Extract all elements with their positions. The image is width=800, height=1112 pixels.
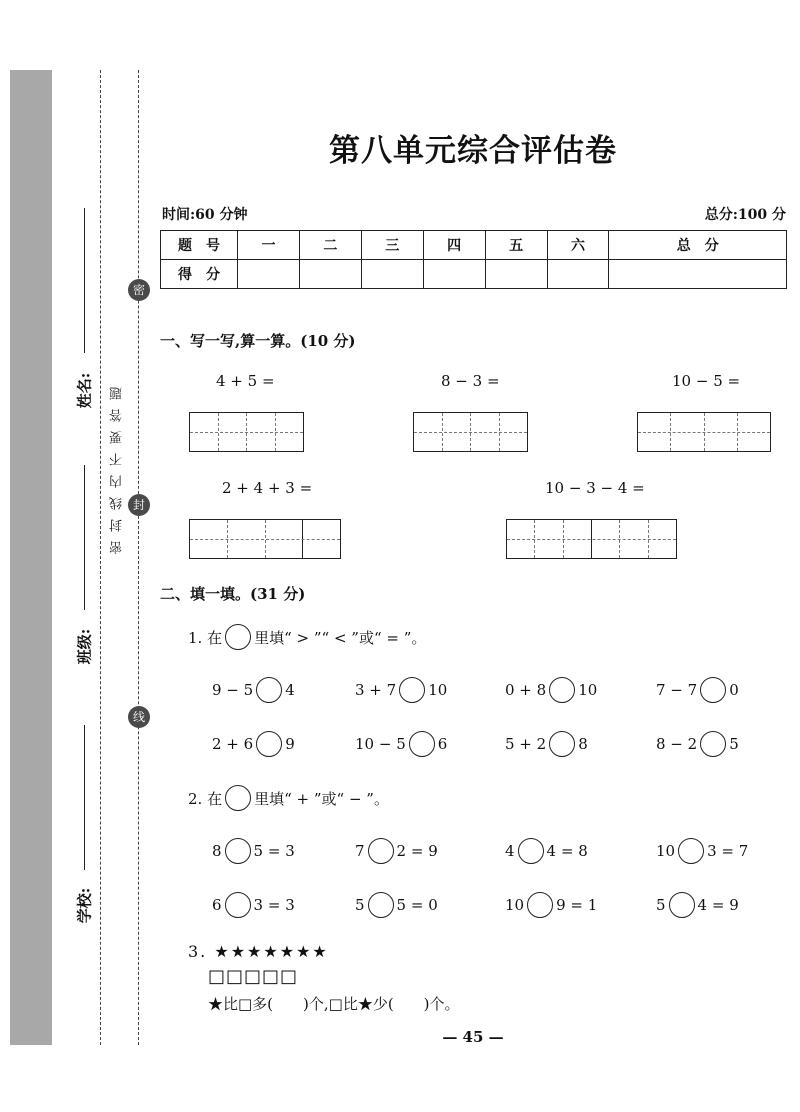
score-input-cell[interactable] [547,260,609,289]
q3-question: ★比□多( )个,□比★少( )个。 [208,995,460,1013]
answer-circle[interactable] [700,731,726,757]
operand-right: 3 = 3 [253,896,295,914]
operator-item [656,892,739,918]
q3-squares: □□□□□ [208,966,299,987]
seal-feng: 封 [128,494,150,516]
class-blank [84,465,85,610]
operand-right: 4 = 9 [697,896,739,914]
score-input-cell[interactable] [485,260,547,289]
answer-circle[interactable] [669,892,695,918]
answer-circle[interactable] [527,892,553,918]
total-info: 总分:100 分 [704,207,786,223]
operand-left: 7 [355,842,365,860]
score-input-cell[interactable] [299,260,361,289]
circle-icon [225,624,251,650]
score-header-cell: 题 号 [161,231,238,260]
seal-warning: 密封线内不要答题 [110,378,125,554]
compare-right: 6 [437,735,448,753]
compare-right: 10 [578,681,598,699]
expr-item: 4 + 5 = [216,372,275,390]
compare-left: 8 − 2 [656,735,698,753]
operand-left: 10 [505,896,525,914]
writing-grid[interactable] [413,412,528,452]
compare-item [355,731,447,757]
answer-circle[interactable] [518,838,544,864]
school-blank [84,725,85,870]
compare-item [212,731,295,757]
name-blank [84,208,85,353]
answer-circle[interactable] [700,677,726,703]
answer-circle[interactable] [256,731,282,757]
score-header-cell: 六 [547,231,609,260]
compare-item [505,731,588,757]
operator-item [505,892,597,918]
fold-line [100,70,101,1045]
page-number: — 45 — [442,1028,504,1046]
compare-right: 9 [285,735,295,753]
q2-instruction [188,785,389,811]
expr-item: 10 − 3 − 4 = [545,479,645,497]
score-input-cell[interactable] [609,260,787,289]
operator-item [656,838,748,864]
expr-item: 2 + 4 + 3 = [222,479,313,497]
score-input-cell[interactable] [238,260,300,289]
compare-left: 7 − 7 [656,681,698,699]
q1-prefix: 1. 在 [188,628,223,647]
school-label: 学校: [75,887,94,924]
operator-item [505,838,588,864]
section2-heading: 二、填一填。(31 分) [160,585,306,603]
name-label: 姓名: [75,372,94,409]
compare-item [656,677,739,703]
answer-circle[interactable] [549,677,575,703]
compare-item [355,677,447,703]
answer-circle[interactable] [368,892,394,918]
q1-instruction [188,624,426,650]
score-header-cell: 三 [361,231,423,260]
operator-item [355,892,438,918]
compare-right: 8 [578,735,588,753]
operand-right: 3 = 7 [707,842,749,860]
writing-grid[interactable] [506,519,677,559]
writing-grid[interactable] [189,519,341,559]
seal-xian: 线 [128,706,150,728]
compare-item [212,677,295,703]
expr-item: 10 − 5 = [672,372,741,390]
q2-prefix: 2. 在 [188,789,223,808]
score-table [160,230,787,289]
q3-stars: 3. ★★★★★★★ [188,942,329,961]
compare-item [656,731,739,757]
section1-heading: 一、写一写,算一算。(10 分) [160,332,356,350]
answer-circle[interactable] [409,731,435,757]
compare-left: 3 + 7 [355,681,397,699]
seal-line [138,70,139,1045]
score-label-cell: 得 分 [161,260,238,289]
compare-left: 5 + 2 [505,735,547,753]
circle-icon [225,785,251,811]
answer-circle[interactable] [678,838,704,864]
operand-right: 4 = 8 [546,842,588,860]
score-header-cell: 五 [485,231,547,260]
operand-right: 5 = 3 [253,842,295,860]
operator-item [355,838,438,864]
score-header-row [161,231,787,260]
answer-circle[interactable] [225,892,251,918]
compare-item [505,677,597,703]
operand-right: 2 = 9 [396,842,438,860]
expr-item: 8 − 3 = [441,372,500,390]
compare-left: 9 − 5 [212,681,254,699]
answer-circle[interactable] [256,677,282,703]
score-value-row [161,260,787,289]
compare-right: 5 [729,735,739,753]
answer-circle[interactable] [368,838,394,864]
operand-left: 4 [505,842,515,860]
compare-right: 0 [729,681,739,699]
operand-left: 8 [212,842,222,860]
page-title: 第八单元综合评估卷 [329,133,617,169]
compare-right: 4 [285,681,295,699]
answer-circle[interactable] [225,838,251,864]
answer-circle[interactable] [549,731,575,757]
binding-strip [10,70,52,1045]
seal-mi: 密 [128,279,150,301]
operand-left: 5 [355,896,365,914]
score-input-cell[interactable] [423,260,485,289]
compare-left: 10 − 5 [355,735,406,753]
operand-left: 10 [656,842,676,860]
compare-left: 0 + 8 [505,681,547,699]
class-label: 班级: [75,628,94,665]
q2-suffix: 里填“ + ”或“ − ”。 [254,789,389,808]
operator-item [212,892,295,918]
score-header-cell: 四 [423,231,485,260]
score-header-cell: 一 [238,231,300,260]
operand-right: 5 = 0 [396,896,438,914]
answer-circle[interactable] [399,677,425,703]
operand-left: 5 [656,896,666,914]
score-input-cell[interactable] [361,260,423,289]
operator-item [212,838,295,864]
time-info: 时间:60 分钟 [162,207,248,223]
operand-right: 9 = 1 [556,896,598,914]
operand-left: 6 [212,896,222,914]
score-header-cell: 总 分 [609,231,787,260]
writing-grid[interactable] [189,412,304,452]
score-header-cell: 二 [299,231,361,260]
compare-left: 2 + 6 [212,735,254,753]
q1-suffix: 里填“ > ”“ < ”或“ = ”。 [254,628,427,647]
compare-right: 10 [428,681,448,699]
writing-grid[interactable] [637,412,771,452]
